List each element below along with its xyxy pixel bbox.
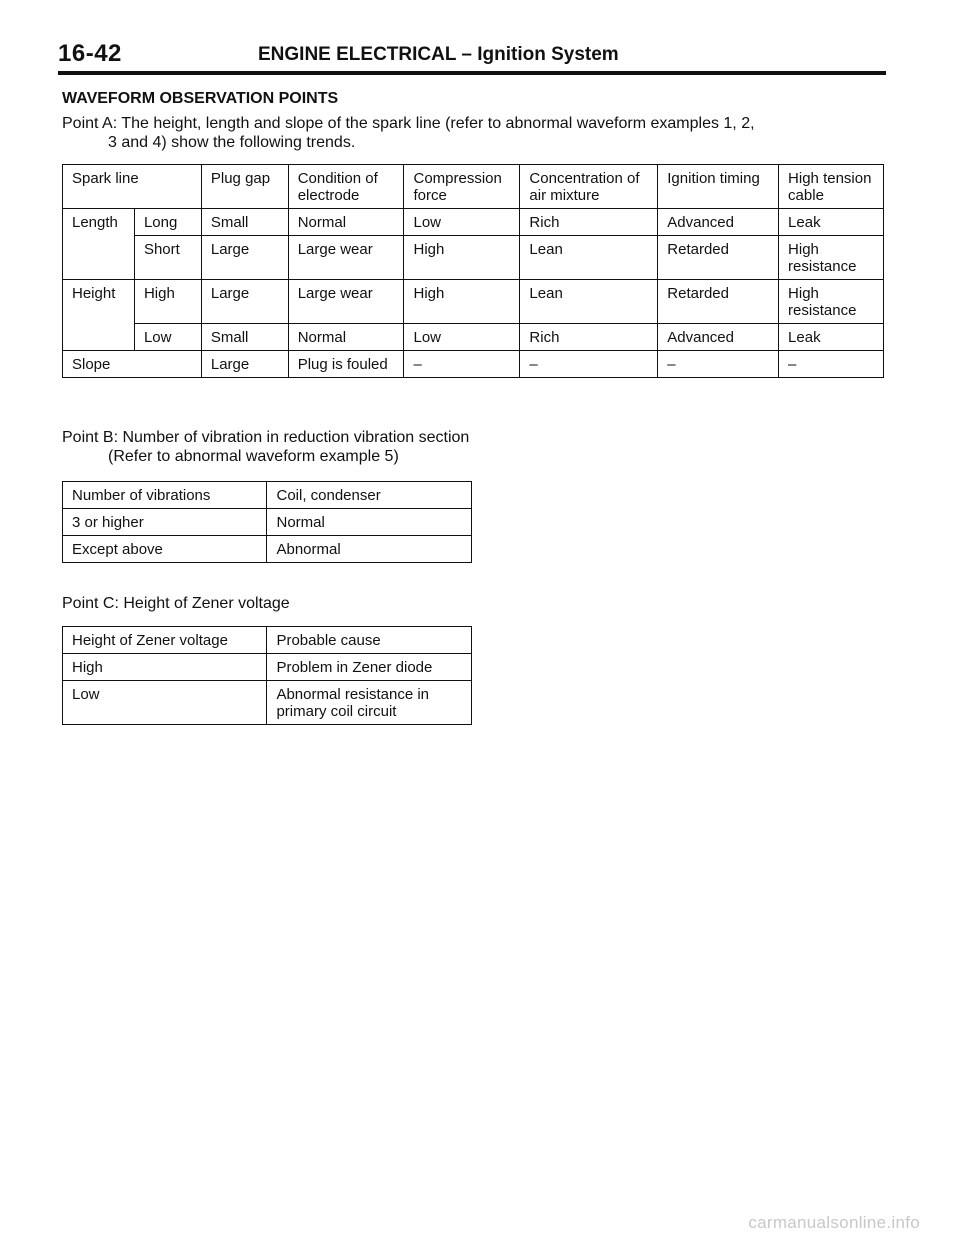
table-cell: Rich (520, 324, 658, 351)
row-sub-label: Low (134, 324, 201, 351)
header-rule (58, 71, 886, 75)
table-header-row (63, 165, 884, 209)
row-group-label: Slope (63, 351, 202, 378)
point-b-text (62, 428, 469, 466)
point-a-line1: Point A: The height, length and slope of the spark line (refer to abnormal waveform examples 1, 2, (62, 115, 755, 132)
table-cell: Small (201, 324, 288, 351)
table-cell: Abnormal resistance in primary coil circuit (267, 681, 472, 725)
page-number: 16-42 (58, 40, 122, 67)
table-header-cell: Plug gap (201, 165, 288, 209)
table-cell: – (404, 351, 520, 378)
point-c-line1: Point C: Height of Zener voltage (62, 595, 290, 612)
table-cell: Large wear (288, 280, 404, 324)
row-sub-label: Short (134, 236, 201, 280)
table-cell: Problem in Zener diode (267, 654, 472, 681)
table-cell: Abnormal (267, 536, 472, 563)
row-sub-label: High (134, 280, 201, 324)
row-group-label: Height (63, 280, 135, 351)
watermark: carmanualsonline.info (748, 1213, 920, 1232)
point-b-line2: (Refer to abnormal waveform example 5) (108, 448, 399, 465)
section-title: ENGINE ELECTRICAL – Ignition System (258, 44, 619, 65)
table-cell: Retarded (658, 236, 779, 280)
table-cell: High (404, 280, 520, 324)
table-row (63, 236, 884, 280)
table-cell: Low (404, 324, 520, 351)
table-header-row (63, 482, 472, 509)
table-row (63, 280, 884, 324)
table-cell: High resistance (779, 236, 884, 280)
table-cell: Normal (288, 324, 404, 351)
table-header-cell: Probable cause (267, 627, 472, 654)
table-row (63, 681, 472, 725)
table-cell: Normal (267, 509, 472, 536)
table-header-cell: Ignition timing (658, 165, 779, 209)
vibration-table (62, 481, 472, 563)
row-sub-label: Long (134, 209, 201, 236)
table-header-cell: Condition of electrode (288, 165, 404, 209)
table-cell: Leak (779, 209, 884, 236)
table-cell: Rich (520, 209, 658, 236)
section-heading: WAVEFORM OBSERVATION POINTS (62, 90, 339, 107)
table-header-cell: Number of vibrations (63, 482, 267, 509)
table-row (63, 536, 472, 563)
table-cell: Normal (288, 209, 404, 236)
table-header-cell: High tension cable (779, 165, 884, 209)
zener-voltage-table (62, 626, 472, 725)
table-cell: Large (201, 351, 288, 378)
table-row (63, 209, 884, 236)
table-header-cell: Height of Zener voltage (63, 627, 267, 654)
table-cell: High (63, 654, 267, 681)
table-header-cell: Concentration of air mixture (520, 165, 658, 209)
table-cell: Plug is fouled (288, 351, 404, 378)
table-cell: Except above (63, 536, 267, 563)
table-cell: – (520, 351, 658, 378)
table-cell: Lean (520, 236, 658, 280)
point-b-line1: Point B: Number of vibration in reduction vibration section (62, 429, 470, 446)
point-a-line2: 3 and 4) show the following trends. (108, 134, 356, 151)
table-header-row (63, 627, 472, 654)
page-header (58, 40, 886, 72)
table-row (63, 351, 884, 378)
table-cell: Retarded (658, 280, 779, 324)
table-cell: Large wear (288, 236, 404, 280)
point-a-text (62, 114, 755, 152)
table-row (63, 509, 472, 536)
table-cell: – (779, 351, 884, 378)
table-cell: High resistance (779, 280, 884, 324)
point-c-text (62, 594, 290, 613)
table-cell: Advanced (658, 324, 779, 351)
table-header-cell: Spark line (63, 165, 202, 209)
table-cell: Lean (520, 280, 658, 324)
table-row (63, 654, 472, 681)
table-cell: Small (201, 209, 288, 236)
spark-line-table (62, 164, 884, 378)
table-header-cell: Compression force (404, 165, 520, 209)
table-cell: High (404, 236, 520, 280)
table-cell: Leak (779, 324, 884, 351)
table-cell: Large (201, 280, 288, 324)
table-cell: – (658, 351, 779, 378)
table-cell: Low (404, 209, 520, 236)
table-header-cell: Coil, condenser (267, 482, 472, 509)
table-cell: 3 or higher (63, 509, 267, 536)
table-cell: Advanced (658, 209, 779, 236)
table-cell: Large (201, 236, 288, 280)
table-row (63, 324, 884, 351)
row-group-label: Length (63, 209, 135, 280)
table-cell: Low (63, 681, 267, 725)
